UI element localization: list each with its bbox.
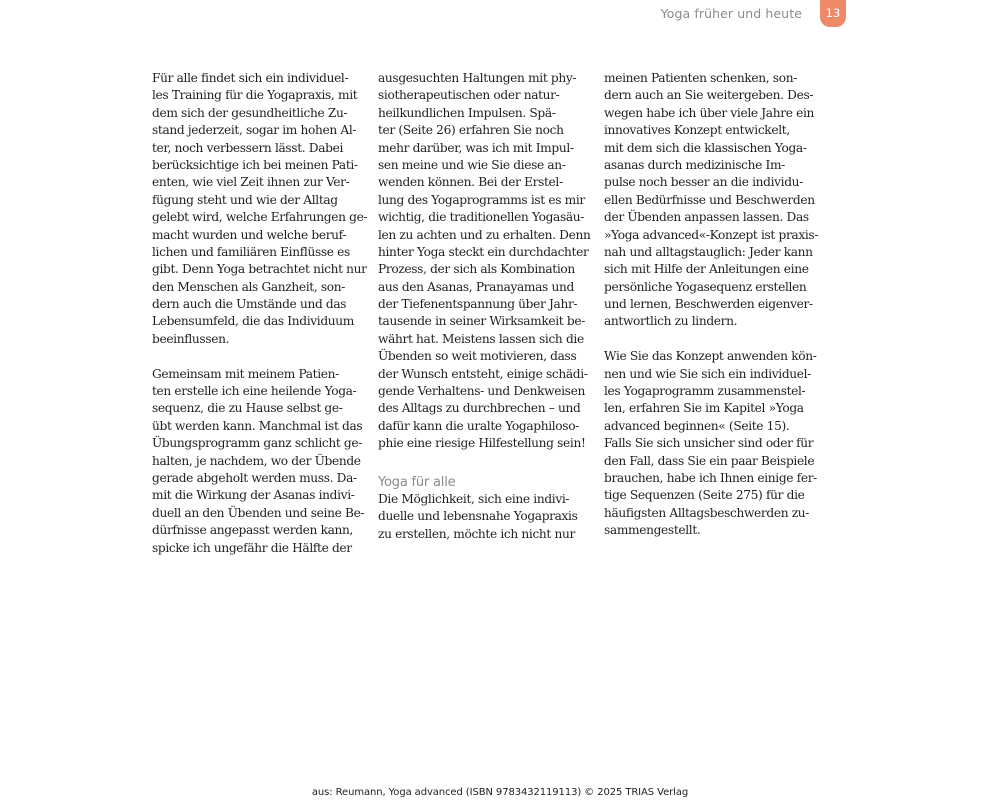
text-line: berücksichtige ich bei meinen Pati- <box>152 157 358 172</box>
text-line: ellen Bedürfnisse und Beschwerden <box>604 192 815 207</box>
text-line: dern auch die Umstände und das <box>152 297 347 312</box>
text-line: »Yoga advanced«-Konzept ist praxis- <box>604 227 819 242</box>
text-line: sammengestellt. <box>604 523 701 538</box>
text-line: sequenz, die zu Hause selbst ge- <box>152 401 343 416</box>
page-number-badge: 13 <box>820 0 846 27</box>
text-line: advanced beginnen« (Seite 15). <box>604 418 790 433</box>
text-line: der Wunsch entsteht, einige schädi- <box>378 366 588 381</box>
text-line: Übenden so weit motivieren, dass <box>378 349 577 364</box>
paragraph-gap <box>152 348 364 365</box>
text-line: innovatives Konzept entwickelt, <box>604 123 790 138</box>
text-line: dafür kann die uralte Yogaphiloso- <box>378 418 579 433</box>
text-line: zu erstellen, möchte ich nicht nur <box>378 526 575 541</box>
text-line: duelle und lebensnahe Yogapraxis <box>378 509 578 524</box>
text-line: spicke ich ungefähr die Hälfte der <box>152 540 352 555</box>
paragraph <box>378 70 590 453</box>
text-line: ten erstelle ich eine heilende Yoga- <box>152 384 357 399</box>
text-line: den Menschen als Ganzheit, son- <box>152 279 346 294</box>
text-line: des Alltags zu durchbrechen – und <box>378 401 581 416</box>
text-line: fügung steht und wie der Alltag <box>152 192 338 207</box>
text-line: gende Verhaltens- und Denkweisen <box>378 384 585 399</box>
paragraph <box>152 70 368 348</box>
text-line: hinter Yoga steckt ein durchdachter <box>378 244 589 259</box>
paragraph <box>604 348 816 539</box>
text-column-1 <box>152 70 368 557</box>
text-line: tige Sequenzen (Seite 275) für die <box>604 488 805 503</box>
text-line: Lebensumfeld, die das Individuum <box>152 314 354 329</box>
text-line: ter, noch verbessern lässt. Dabei <box>152 140 344 155</box>
text-line: dem sich der gesundheitliche Zu- <box>152 105 348 120</box>
text-line: mit dem sich die klassischen Yoga- <box>604 140 807 155</box>
text-line: der Übenden anpassen lassen. Das <box>604 210 809 225</box>
text-line: Prozess, der sich als Kombination <box>378 262 575 277</box>
text-line: aus den Asanas, Pranayamas und <box>378 279 574 294</box>
text-line: Wie Sie das Konzept anwenden kön- <box>604 349 817 364</box>
text-column-3 <box>604 70 819 540</box>
text-line: len zu achten und zu erhalten. Denn <box>378 227 591 242</box>
text-line: enten, wie viel Zeit ihnen zur Ver- <box>152 175 350 190</box>
text-line: heilkundlichen Impulsen. Spä- <box>378 105 556 120</box>
text-line: beeinflussen. <box>152 331 230 346</box>
text-line: phie eine riesige Hilfestellung sein! <box>378 436 586 451</box>
text-line: persönliche Yogasequenz erstellen <box>604 279 807 294</box>
text-line: lung des Yogaprogramms ist es mir <box>378 192 585 207</box>
text-line: halten, je nachdem, wo der Übende <box>152 453 361 468</box>
text-line: mehr darüber, was ich mit Impul- <box>378 140 574 155</box>
text-line: macht wurden und welche beruf- <box>152 227 347 242</box>
text-line: les Training für die Yogapraxis, mit <box>152 88 358 103</box>
text-line: nen und wie Sie sich ein individuel- <box>604 366 811 381</box>
text-line: häufigsten Alltagsbeschwerden zu- <box>604 505 810 520</box>
text-line: nah und alltagstauglich: Jeder kann <box>604 244 813 259</box>
text-line: pulse noch besser an die individu- <box>604 175 803 190</box>
paragraph <box>378 491 590 543</box>
text-line: ter (Seite 26) erfahren Sie noch <box>378 123 564 138</box>
text-line: lichen und familiären Einflüsse es <box>152 244 350 259</box>
text-line: stand jederzeit, sogar im hohen Al- <box>152 123 357 138</box>
paragraph-gap <box>604 331 816 348</box>
text-line: tausende in seiner Wirksamkeit be- <box>378 314 585 329</box>
text-line: siotherapeutischen oder natur- <box>378 88 560 103</box>
text-line: Für alle findet sich ein individuel- <box>152 71 349 85</box>
text-line: sen meine und wie Sie diese an- <box>378 157 566 172</box>
text-line: brauchen, habe ich Ihnen einige fer- <box>604 470 817 485</box>
text-line: übt werden kann. Manchmal ist das <box>152 418 363 433</box>
text-line: sich mit Hilfe der Anleitungen eine <box>604 262 809 277</box>
text-line: gibt. Denn Yoga betrachtet nicht nur <box>152 262 367 277</box>
text-line: antwortlich zu lindern. <box>604 314 738 329</box>
text-line: und lernen, Beschwerden eigenver- <box>604 297 813 312</box>
text-line: wenden können. Bei der Erstel- <box>378 175 563 190</box>
text-line: mit die Wirkung der Asanas indivi- <box>152 488 355 503</box>
paragraph <box>152 366 364 557</box>
text-column-2 <box>378 70 590 543</box>
text-line: duell an den Übenden und seine Be- <box>152 505 365 520</box>
text-line: gerade abgeholt werden muss. Da- <box>152 470 357 485</box>
text-line: gelebt wird, welche Erfahrungen ge- <box>152 210 368 225</box>
text-line: Die Möglichkeit, sich eine indivi- <box>378 491 570 506</box>
text-line: Falls Sie sich unsicher sind oder für <box>604 436 814 451</box>
text-line: len, erfahren Sie im Kapitel »Yoga <box>604 401 804 416</box>
text-line: Übungsprogramm ganz schlicht ge- <box>152 436 362 451</box>
text-line: wegen habe ich über viele Jahre ein <box>604 105 814 120</box>
text-line: den Fall, dass Sie ein paar Beispiele <box>604 453 815 468</box>
section-subheading: Yoga für alle <box>378 474 456 490</box>
text-line: wichtig, die traditionellen Yogasäu- <box>378 210 585 225</box>
text-line: asanas durch medizinische Im- <box>604 157 785 172</box>
text-line: les Yogaprogramm zusammenstel- <box>604 384 806 399</box>
text-line: ausgesuchten Haltungen mit phy- <box>378 71 577 85</box>
text-line: Gemeinsam mit meinem Patien- <box>152 366 339 381</box>
text-line: meinen Patienten schenken, son- <box>604 71 797 85</box>
text-line: dürfnisse angepasst werden kann, <box>152 523 354 538</box>
paragraph <box>604 70 819 331</box>
text-line: der Tiefenentspannung über Jahr- <box>378 297 578 312</box>
source-footer: aus: Reumann, Yoga advanced (ISBN 9783432119113) © 2025 TRIAS Verlag <box>311 787 689 798</box>
running-header-title: Yoga früher und heute <box>660 6 802 21</box>
text-line: dern auch an Sie weitergeben. Des- <box>604 88 814 103</box>
text-line: währt hat. Meistens lassen sich die <box>378 331 584 346</box>
